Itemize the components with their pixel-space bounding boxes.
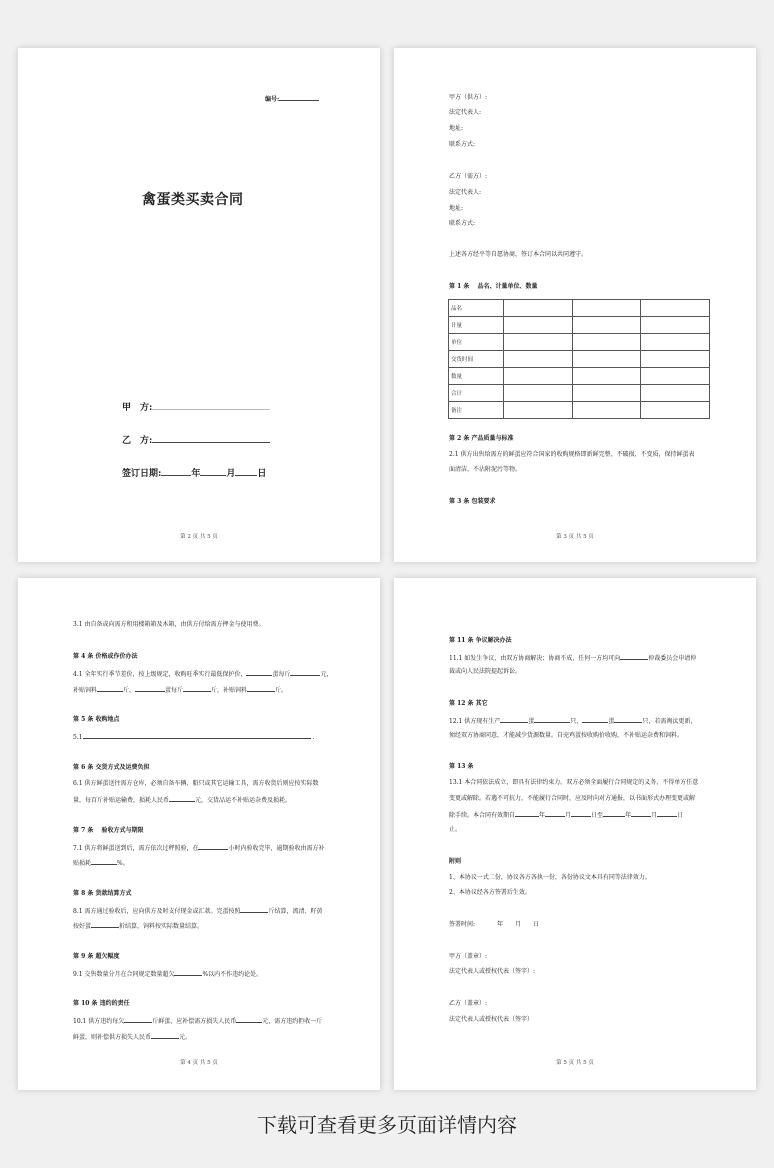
- party-b-representative: 法定代表人或授权代表（签字）: [449, 1016, 534, 1023]
- clause-11-1-line-1: [449, 653, 696, 663]
- blank: [246, 669, 272, 676]
- cover-party-b-row: [122, 433, 270, 446]
- article-2-line-1: 2.1 供方出售给需方的鲜蛋应符合国家的收购规格即新鲜完整、不破损、不变质，保持鲜蛋表: [449, 451, 695, 458]
- blank: [240, 906, 268, 913]
- text: 只，: [570, 718, 583, 725]
- article-7-title: 第 7 条 验收方式与期限: [73, 827, 144, 834]
- spec-table-cell: [572, 300, 641, 317]
- party-b-seal: 乙方（盖章）:: [449, 1000, 488, 1007]
- page-footer: 第 3 页 共 5 页: [556, 534, 594, 540]
- text: 贴损耗: [73, 860, 92, 867]
- blank: [135, 685, 165, 692]
- clause-6-1-line-1: 6.1 供方鲜蛋送往需方仓库，必须自备车辆、船只或其它运输工具，需方收货后则应按实际数: [73, 780, 319, 787]
- text: 年: [539, 812, 546, 819]
- contact-a-line: 联系方式:: [449, 141, 476, 148]
- party-a-seal: 甲方（盖章）:: [449, 953, 488, 960]
- cover-party-a-row: [122, 400, 270, 413]
- clause-5-1: 5.1 .: [73, 734, 315, 741]
- clause-7-1-line-2: [73, 858, 129, 868]
- article-4-title: 第 4 条 价格或作价办法: [73, 653, 138, 660]
- blank: [631, 810, 651, 817]
- month-label: 月: [226, 469, 236, 479]
- spec-table-cell: [572, 368, 641, 385]
- spec-table-cell: [572, 317, 641, 334]
- party-a-line: 甲方（供方）:: [449, 94, 488, 101]
- party-a-representative: 法定代表人或授权代表（签字）:: [449, 968, 536, 975]
- clause-3-1: 3.1 由自备或向需方租用楼箱箱及木箱，由供方付给需方押金与使用费。: [73, 621, 265, 628]
- text: 斤，补贴饲料: [211, 687, 248, 694]
- intro-line: 上述各方经平等自愿协商，签订本合同以共同遵守。: [449, 251, 588, 258]
- article-2-title: 第 2 条 产品质量与标准: [449, 435, 514, 442]
- spec-table-cell: [641, 402, 710, 419]
- clause-4-1-line-1: [73, 669, 332, 679]
- text: 元，: [320, 671, 333, 678]
- appendix-item-1: 1、本协议一式二份，协议各方各执一份，各份协议文本具有同等法律效力。: [449, 874, 651, 881]
- text: 7.1 供方将鲜蛋送到后，需方依次过秤照验，在: [73, 845, 199, 852]
- blank: [534, 716, 570, 723]
- text: 10.1 供方违约每欠: [73, 1018, 125, 1025]
- text: 蛋: [528, 718, 535, 725]
- spec-table-row: [449, 351, 710, 368]
- text: 除手续。本合同有效期自: [449, 812, 516, 819]
- clause-13-1-line-1: 13.1 本合同依法成立，即具有法律约束力。双方必须全面履行合同规定的义务，不得单方任意: [449, 779, 699, 786]
- text: 元。: [179, 1034, 192, 1041]
- spec-table-cell: [641, 317, 710, 334]
- blank: [571, 810, 591, 817]
- appendix-title: 附则: [449, 858, 462, 865]
- page-footer: 第 2 页 共 5 页: [180, 534, 218, 540]
- clause-13-1-line-2: 变更或解除。若遇不可抗力，不能履行合同时，应及时向对方通报，以书面形式办理变更或解: [449, 795, 696, 802]
- spec-table-cell: [572, 351, 641, 368]
- text: 9.1 交售数量分月在合同规定数量超欠: [73, 971, 175, 978]
- spec-table-cell: [504, 317, 573, 334]
- article-12-title: 第 12 条 其它: [449, 700, 488, 707]
- spec-table-cell: [572, 385, 641, 402]
- page-cover: [18, 48, 380, 562]
- blank: [174, 969, 202, 976]
- party-b-line: 乙方（需方）:: [449, 173, 488, 180]
- spec-table-row-label: 品名: [449, 300, 504, 317]
- text: 斤鲜蛋，应补偿需方损失人民币: [152, 1018, 237, 1025]
- text: 日至: [591, 812, 604, 819]
- text: 蛋: [608, 718, 615, 725]
- sign-month: 月: [515, 921, 522, 928]
- text: 5.1: [73, 734, 83, 741]
- text: 补贴饲料: [73, 687, 98, 694]
- cover-party-b-label: 乙 方:: [122, 436, 153, 446]
- text: 年: [625, 812, 632, 819]
- contract-number-blank: [279, 94, 319, 101]
- spec-table-cell: [504, 402, 573, 419]
- page-footer: 第 4 页 共 5 页: [180, 1060, 218, 1066]
- year-label: 年: [191, 469, 201, 479]
- text: 11.1 如发生争议，由双方协商解决；协商不成，任何一方均可向: [449, 655, 621, 662]
- clause-7-1-line-1: [73, 843, 324, 853]
- spec-table-cell: [641, 334, 710, 351]
- text: 12.1 供方现有生产: [449, 718, 501, 725]
- text: 月: [651, 812, 658, 819]
- text: 折结算，饲料按实际数量结算。: [119, 923, 204, 930]
- spec-table-row: [449, 334, 710, 351]
- spec-table-cell: [504, 368, 573, 385]
- spec-table-cell: [572, 334, 641, 351]
- spec-table-cell: [504, 300, 573, 317]
- article-1-title: 第 1 条 品名、计量单位、数量: [449, 283, 538, 290]
- article-2-line-2: 面清洁，不沾附泥污等物。: [449, 466, 522, 473]
- article-11-title: 第 11 条 争议解决办法: [449, 637, 512, 644]
- appendix-item-2: 2、本协议经各方签署后生效。: [449, 889, 531, 896]
- legal-rep-b-line: 法定代表人:: [449, 189, 482, 196]
- blank: [582, 716, 608, 723]
- blank: [97, 685, 123, 692]
- spec-table-row-label: 合计: [449, 385, 504, 402]
- blank: [290, 669, 320, 676]
- article-5-title: 第 5 条 收购地点: [73, 716, 120, 723]
- clause-12-1-line-2: 须经双方协商同意，才能减少货源数量。自売鸡蛋按收购价收购，不补贴运杂费和饲料。: [449, 732, 684, 739]
- clause-10-1-line-1: [73, 1016, 322, 1026]
- cover-party-a-blank: [152, 401, 270, 410]
- text: 元，交货品运不补贴运杂费及损耗。: [195, 797, 292, 804]
- cover-party-b-blank: [152, 434, 270, 443]
- article-3-title: 第 3 条 包装要求: [449, 498, 496, 505]
- article-13-title: 第 13 条: [449, 763, 474, 770]
- sign-time-label: 签署时间:: [449, 921, 476, 928]
- spec-table-row-label: 数量: [449, 368, 504, 385]
- text: 日: [677, 812, 684, 819]
- text: 8.1 需方通过验收后，应向供方及时支付现金或汇款。完蛋按照: [73, 908, 241, 915]
- month-blank: [200, 467, 226, 476]
- cover-sign-date-label: 签订日期:: [122, 469, 162, 479]
- download-more-caption[interactable]: 下载可查看更多页面详情内容: [257, 1113, 517, 1137]
- spec-table-cell: [504, 385, 573, 402]
- blank: [500, 716, 528, 723]
- clause-4-1-line-2: [73, 685, 287, 695]
- article-10-title: 第 10 条 违约的责任: [73, 1000, 130, 1007]
- spec-table-row: [449, 402, 710, 419]
- article-6-title: 第 6 条 交货方式及运费负担: [73, 764, 150, 771]
- text: 元，需方违约拒收一斤: [262, 1018, 323, 1025]
- blank: [151, 1032, 179, 1039]
- address-a-line: 地址:: [449, 125, 464, 132]
- spec-table-cell: [641, 385, 710, 402]
- text: 按好蛋: [73, 923, 92, 930]
- text: 小时内验收完毕，逾期验收由需方补: [228, 845, 325, 852]
- spec-table-cell: [641, 351, 710, 368]
- blank: [83, 732, 311, 739]
- clause-13-1-line-3: [449, 810, 683, 820]
- text: 蛋每斤: [272, 671, 291, 678]
- spec-table-row-label: 单位: [449, 334, 504, 351]
- spec-table-row: [449, 317, 710, 334]
- text: 4.1 全年实行季节差价，按上级规定，收购旺季实行最低保护价，: [73, 671, 247, 678]
- text: 量，每百斤补贴运输费，损耗人民币: [73, 797, 170, 804]
- article-9-title: 第 9 条 超欠幅度: [73, 953, 120, 960]
- spec-table-row: [449, 300, 710, 317]
- page-4: [18, 578, 380, 1090]
- text: 斤结算，流清、籽黄: [268, 908, 323, 915]
- spec-table-cell: [641, 300, 710, 317]
- page-3: [394, 48, 756, 562]
- spec-table-row: [449, 385, 710, 402]
- spec-table-cell: [504, 351, 573, 368]
- contact-b-line: 联系方式:: [449, 220, 476, 227]
- text: 仲裁委员会申请仲: [648, 655, 697, 662]
- cover-party-a-label: 甲 方:: [122, 403, 153, 413]
- page-5: [394, 578, 756, 1090]
- sign-year: 年: [497, 921, 504, 928]
- day-blank: [235, 467, 257, 476]
- spec-table-row-label: 计量: [449, 317, 504, 334]
- spec-table: [448, 299, 710, 419]
- clause-13-1-line-4: 止。: [449, 826, 462, 833]
- blank: [614, 716, 642, 723]
- text: 只，若需淘汰更新，: [642, 718, 697, 725]
- spec-table-row-label: 备注: [449, 402, 504, 419]
- blank: [247, 685, 275, 692]
- text: 斤，: [123, 687, 136, 694]
- text: 鲜蛋，则补偿供方损失人民币: [73, 1034, 152, 1041]
- blank: [124, 1016, 152, 1023]
- text: 蛋每斤: [165, 687, 184, 694]
- article-8-title: 第 8 条 货款结算方式: [73, 890, 132, 897]
- clause-10-1-line-2: [73, 1032, 191, 1042]
- spec-table-cell: [572, 402, 641, 419]
- contract-number-row: [265, 94, 319, 104]
- blank: [236, 1016, 262, 1023]
- spec-table-cell: [641, 368, 710, 385]
- blank: [515, 810, 539, 817]
- clause-9-1: [73, 969, 262, 979]
- legal-rep-a-line: 法定代表人:: [449, 109, 482, 116]
- cover-sign-date-row: [122, 466, 266, 479]
- sign-day: 日: [533, 921, 540, 928]
- text: %以内不作违约论处。: [202, 971, 263, 978]
- clause-11-1-line-2: 裁或向人民法院提起诉讼。: [449, 668, 522, 675]
- blank: [603, 810, 625, 817]
- clause-8-1-line-2: [73, 921, 203, 931]
- text: 斤。: [275, 687, 288, 694]
- contract-title: 禽蛋类买卖合同: [142, 192, 244, 208]
- blank: [91, 921, 119, 928]
- text: 月: [565, 812, 572, 819]
- year-blank: [161, 467, 191, 476]
- spec-table-row-label: 交货时间: [449, 351, 504, 368]
- contract-number-label: 编号:: [265, 96, 280, 103]
- clause-12-1-line-1: [449, 716, 696, 726]
- sign-time-row: [449, 921, 539, 929]
- blank: [620, 653, 648, 660]
- blank: [169, 795, 195, 802]
- blank: [183, 685, 211, 692]
- blank: [657, 810, 677, 817]
- blank: [91, 858, 117, 865]
- address-b-line: 地址:: [449, 205, 464, 212]
- page-footer: 第 5 页 共 5 页: [556, 1060, 594, 1066]
- blank: [545, 810, 565, 817]
- spec-table-row: [449, 368, 710, 385]
- clause-6-1-line-2: [73, 795, 291, 805]
- spec-table-cell: [504, 334, 573, 351]
- day-label: 日: [257, 469, 267, 479]
- blank: [198, 843, 228, 850]
- clause-8-1-line-1: [73, 906, 322, 916]
- text: %。: [117, 860, 129, 867]
